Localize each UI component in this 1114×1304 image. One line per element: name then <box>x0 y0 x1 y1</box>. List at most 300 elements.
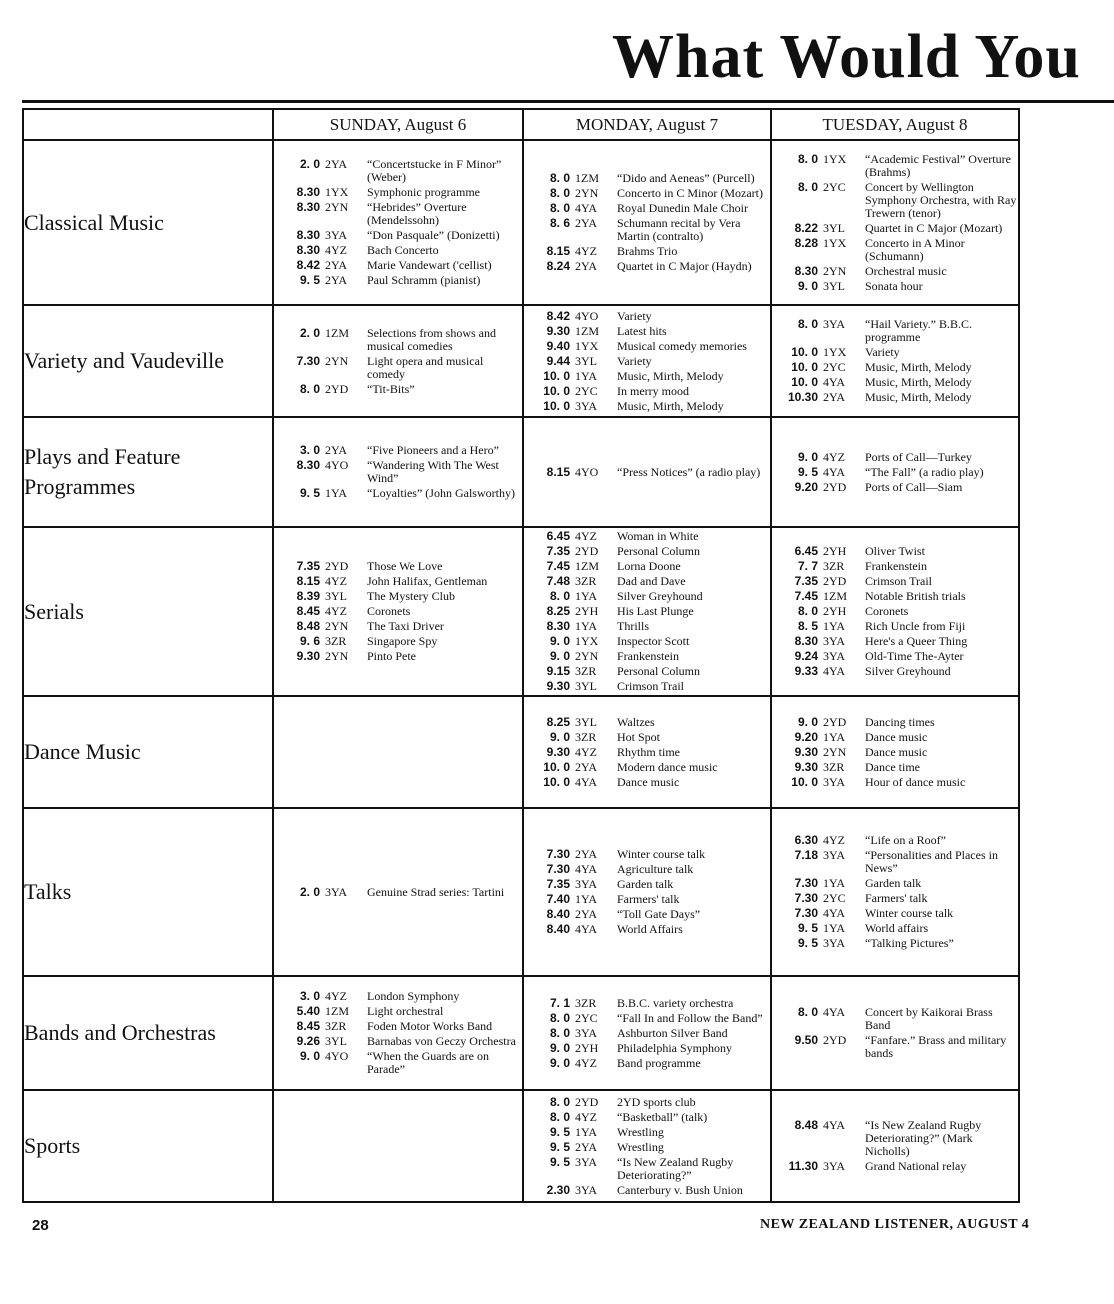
programme-time: 9.30 <box>794 744 818 759</box>
schedule-cell-monday <box>523 808 771 976</box>
programme-title: Music, Mirth, Melody <box>617 398 724 413</box>
programme-time: 3. 0 <box>299 989 320 1003</box>
programme-time: 9.50 <box>794 1033 818 1047</box>
station-call-sign: 3YL <box>823 278 845 293</box>
programme-time: 2. 0 <box>299 157 320 171</box>
programme-time: 9.15 <box>546 664 570 678</box>
programme-item <box>524 848 770 861</box>
programme-title: Here's a Queer Thing <box>865 634 968 648</box>
station-call-sign: 2YA <box>575 907 598 921</box>
programme-time: 8. 0 <box>797 179 818 194</box>
programme-time: 8. 0 <box>299 381 320 396</box>
programme-time: 9.30 <box>546 323 570 338</box>
programme-title: Personal Column <box>617 664 700 678</box>
programme-time: 9.20 <box>794 729 818 744</box>
programme-title: Grand National relay <box>865 1159 967 1173</box>
station-call-sign: 4YO <box>575 308 599 323</box>
programme-title: Frankenstein <box>865 559 927 573</box>
programme-time: 8. 0 <box>797 604 818 618</box>
programme-time: 10. 0 <box>543 368 570 383</box>
programme-item <box>524 400 770 413</box>
page-headline: What Would You <box>612 23 1081 91</box>
programme-item <box>524 355 770 368</box>
station-call-sign: 2YA <box>575 1139 598 1154</box>
header-rule <box>22 100 1114 103</box>
programme-item <box>772 280 1018 293</box>
station-call-sign: 3ZR <box>823 559 845 573</box>
station-call-sign: 2YC <box>823 179 846 194</box>
schedule-cell-monday <box>523 417 771 527</box>
station-call-sign: 1YA <box>575 1124 598 1139</box>
programme-time: 9.40 <box>546 338 570 353</box>
programme-time: 10.30 <box>787 390 818 404</box>
schedule-cell-tuesday <box>771 527 1019 696</box>
station-call-sign: 3YL <box>823 220 845 235</box>
programme-time: 2.30 <box>546 1182 570 1197</box>
station-call-sign: 2YD <box>823 1033 847 1047</box>
programme-time: 8.30 <box>546 619 570 633</box>
programme-title: “Personalities and Places in News” <box>865 848 998 875</box>
programme-time: 7. 1 <box>549 995 570 1010</box>
programme-item <box>772 376 1018 389</box>
programme-item <box>772 1160 1018 1173</box>
programme-item <box>524 620 770 633</box>
station-call-sign: 1ZM <box>575 171 599 185</box>
programme-title: Royal Dunedin Male Choir <box>617 201 748 215</box>
programme-item <box>274 444 522 457</box>
schedule-cell-tuesday <box>771 417 1019 527</box>
station-call-sign: 2YA <box>325 258 348 272</box>
schedule-cell-sunday <box>273 140 523 305</box>
station-call-sign: 3YA <box>823 634 846 648</box>
category-label: Plays and Feature Programmes <box>23 417 273 527</box>
programme-item <box>524 217 770 243</box>
programme-item <box>524 923 770 936</box>
programme-time: 8.45 <box>296 1019 320 1033</box>
station-call-sign: 3ZR <box>575 995 597 1010</box>
programme-item <box>524 1111 770 1124</box>
programme-item <box>524 776 770 789</box>
programme-time: 7.30 <box>794 876 818 890</box>
station-call-sign: 1YX <box>823 345 847 359</box>
station-call-sign: 2YN <box>325 200 349 214</box>
programme-item <box>274 650 522 663</box>
programme-title: Paul Schramm (pianist) <box>367 273 481 287</box>
programme-time: 8. 0 <box>549 201 570 215</box>
station-call-sign: 2YC <box>575 1010 598 1025</box>
station-call-sign: 2YD <box>575 544 599 558</box>
programme-title: Variety <box>617 353 652 368</box>
programme-title: Silver Greyhound <box>617 589 703 603</box>
programme-title: Sonata hour <box>865 278 923 293</box>
programme-time: 8.30 <box>794 634 818 648</box>
station-call-sign: 3YL <box>575 353 597 368</box>
programme-time: 7.30 <box>296 353 320 368</box>
programme-title: Inspector Scott <box>617 634 690 648</box>
programme-time: 7.30 <box>546 862 570 876</box>
programme-item <box>274 620 522 633</box>
station-call-sign: 2YN <box>575 649 599 663</box>
programme-item <box>274 1035 522 1048</box>
programme-title: Selections from shows and musical comedies <box>367 325 496 353</box>
station-call-sign: 2YN <box>575 186 599 200</box>
programme-title: Coronets <box>865 604 909 618</box>
station-call-sign: 1YX <box>325 185 349 199</box>
programme-item <box>524 997 770 1010</box>
programme-item <box>772 907 1018 920</box>
programme-title: Garden talk <box>865 876 922 890</box>
programme-title: “Press Notices” (a radio play) <box>617 464 761 479</box>
programme-time: 9.33 <box>794 664 818 678</box>
programme-time: 8.42 <box>296 258 320 272</box>
programme-title: Silver Greyhound <box>865 664 951 678</box>
programme-time: 8.48 <box>794 1118 818 1132</box>
category-label: Classical Music <box>23 140 273 305</box>
programme-title: Musical comedy memories <box>617 338 747 353</box>
category-row <box>23 417 1019 527</box>
programme-item <box>274 575 522 588</box>
programme-item <box>772 181 1018 220</box>
programme-title: Concert by Wellington Symphony Orchestra, with Ray Trewern (tenor) <box>865 179 1017 220</box>
programme-title: Dance music <box>865 729 928 744</box>
programme-time: 6.45 <box>546 529 570 543</box>
station-call-sign: 2YN <box>325 649 349 663</box>
day-header-row <box>23 109 1019 140</box>
station-call-sign: 3YL <box>325 1034 347 1048</box>
programme-time: 10. 0 <box>543 759 570 774</box>
station-call-sign: 2YD <box>823 479 847 494</box>
programme-time: 8. 6 <box>549 216 570 230</box>
programme-title: Agriculture talk <box>617 862 694 876</box>
programme-title: Frankenstein <box>617 649 679 663</box>
programme-time: 10. 0 <box>543 383 570 398</box>
category-label: Dance Music <box>23 696 273 808</box>
programme-time: 8.30 <box>296 243 320 257</box>
programme-time: 9. 0 <box>797 449 818 464</box>
programme-title: Thrills <box>617 619 649 633</box>
programme-time: 8.40 <box>546 907 570 921</box>
programme-time: 9.30 <box>546 679 570 693</box>
programme-title: Singapore Spy <box>367 634 438 648</box>
programme-title: “Is New Zealand Rugby Deteriorating?” <box>617 1154 734 1182</box>
station-call-sign: 1YA <box>575 589 598 603</box>
programme-item <box>524 1141 770 1154</box>
station-call-sign: 3ZR <box>325 1019 347 1033</box>
station-call-sign: 3YA <box>325 884 348 899</box>
station-call-sign: 3YA <box>823 1159 846 1173</box>
programme-time: 7.48 <box>546 574 570 588</box>
category-row <box>23 976 1019 1090</box>
programme-title: Light orchestral <box>367 1004 444 1018</box>
programme-item <box>524 560 770 573</box>
programme-item <box>274 635 522 648</box>
station-call-sign: 2YD <box>823 574 847 588</box>
programme-time: 8.25 <box>546 714 570 729</box>
station-call-sign: 2YN <box>325 353 349 368</box>
station-call-sign: 3YA <box>575 1154 598 1169</box>
programme-title: Pinto Pete <box>367 649 417 663</box>
programme-item <box>524 1027 770 1040</box>
programme-item <box>524 590 770 603</box>
programme-title: Variety <box>617 308 652 323</box>
programme-time: 2. 0 <box>299 325 320 340</box>
programme-time: 7.30 <box>794 906 818 920</box>
programme-item <box>274 244 522 257</box>
programme-item <box>274 158 522 184</box>
programme-time: 8.24 <box>546 259 570 273</box>
programme-title: The Mystery Club <box>367 589 455 603</box>
station-call-sign: 3YL <box>575 679 597 693</box>
schedule-cell-sunday <box>273 976 523 1090</box>
programme-item <box>772 153 1018 179</box>
programme-time: 9. 5 <box>549 1124 570 1139</box>
programme-time: 8. 5 <box>797 619 818 633</box>
programme-item <box>524 731 770 744</box>
programme-title: Ashburton Silver Band <box>617 1025 728 1040</box>
programme-item <box>524 761 770 774</box>
programme-item <box>524 325 770 338</box>
programme-time: 9. 5 <box>299 486 320 500</box>
station-call-sign: 2YD <box>325 381 349 396</box>
programme-time: 8.25 <box>546 604 570 618</box>
programme-time: 8.30 <box>794 263 818 278</box>
programme-item <box>772 451 1018 464</box>
station-call-sign: 4YZ <box>575 244 597 258</box>
station-call-sign: 1ZM <box>325 1004 349 1018</box>
programme-time: 8.45 <box>296 604 320 618</box>
schedule-cell-monday <box>523 696 771 808</box>
programme-item <box>274 1020 522 1033</box>
day-header-monday: MONDAY, August 7 <box>523 109 771 140</box>
programme-title: Lorna Doone <box>617 559 681 573</box>
programme-title: Hour of dance music <box>865 774 966 789</box>
programme-item <box>524 340 770 353</box>
programme-item <box>524 466 770 479</box>
programme-item <box>524 1126 770 1139</box>
station-call-sign: 3YA <box>823 936 846 950</box>
station-call-sign: 1ZM <box>575 323 599 338</box>
programme-item <box>772 1034 1018 1060</box>
programme-item <box>274 560 522 573</box>
programme-item <box>772 466 1018 479</box>
publication-line: NEW ZEALAND LISTENER, AUGUST 4 <box>760 1217 1030 1232</box>
programme-item <box>524 878 770 891</box>
programme-item <box>274 886 522 899</box>
station-call-sign: 1YX <box>575 634 599 648</box>
programme-time: 6.30 <box>794 833 818 847</box>
programme-title: Winter course talk <box>617 847 706 861</box>
programme-title: Music, Mirth, Melody <box>865 360 972 374</box>
programme-item <box>772 716 1018 729</box>
schedule-cell-sunday <box>273 808 523 976</box>
programme-item <box>524 370 770 383</box>
programme-title: Music, Mirth, Melody <box>865 375 972 389</box>
station-call-sign: 3YL <box>325 589 347 603</box>
programme-item <box>274 274 522 287</box>
programme-time: 8. 0 <box>549 1025 570 1040</box>
programme-item <box>772 391 1018 404</box>
programme-time: 8. 0 <box>549 171 570 185</box>
programme-time: 8. 0 <box>797 151 818 166</box>
programme-title: The Taxi Driver <box>367 619 444 633</box>
programme-item <box>274 990 522 1003</box>
station-call-sign: 3YA <box>325 228 348 242</box>
programme-title: Quartet in C Major (Haydn) <box>617 259 752 273</box>
programme-item <box>274 327 522 353</box>
programme-title: “Fall In and Follow the Band” <box>617 1010 763 1025</box>
station-call-sign: 3ZR <box>575 664 597 678</box>
category-label: Serials <box>23 527 273 696</box>
programme-item <box>524 716 770 729</box>
category-row <box>23 1090 1019 1202</box>
schedule-cell-sunday <box>273 1090 523 1202</box>
programme-item <box>772 361 1018 374</box>
programme-title: “Is New Zealand Rugby Deteriorating?” (Mark Nicholls) <box>865 1118 982 1158</box>
station-call-sign: 4YO <box>325 458 349 472</box>
programme-time: 8.15 <box>546 464 570 479</box>
programme-time: 8.40 <box>546 922 570 936</box>
programme-time: 9. 0 <box>549 634 570 648</box>
programme-time: 3. 0 <box>299 443 320 457</box>
programme-time: 8. 0 <box>549 1109 570 1124</box>
programme-item <box>524 665 770 678</box>
station-call-sign: 2YA <box>325 443 348 457</box>
programme-time: 7.35 <box>296 559 320 573</box>
programme-title: Genuine Strad series: Tartini <box>367 884 505 899</box>
programme-title: Woman in White <box>617 529 699 543</box>
programme-title: Garden talk <box>617 877 674 891</box>
programme-time: 8.39 <box>296 589 320 603</box>
station-call-sign: 4YO <box>575 464 599 479</box>
programme-item <box>772 560 1018 573</box>
programme-item <box>772 731 1018 744</box>
programme-time: 9.30 <box>546 744 570 759</box>
station-call-sign: 3YA <box>823 774 846 789</box>
station-call-sign: 3YA <box>823 848 846 862</box>
programme-time: 8.30 <box>296 228 320 242</box>
category-row <box>23 808 1019 976</box>
programme-item <box>524 575 770 588</box>
programme-title: “Tit-Bits” <box>367 381 415 396</box>
programme-item <box>772 265 1018 278</box>
programme-title: Notable British trials <box>865 589 966 603</box>
station-call-sign: 2YD <box>575 1094 599 1109</box>
programme-title: Band programme <box>617 1055 701 1070</box>
programme-title: Symphonic programme <box>367 185 480 199</box>
station-call-sign: 1YA <box>823 921 846 935</box>
station-call-sign: 2YA <box>575 847 598 861</box>
programme-title: “Life on a Roof” <box>865 833 946 847</box>
programme-time: 8.42 <box>546 308 570 323</box>
programme-title: Concerto in C Minor (Mozart) <box>617 186 763 200</box>
station-call-sign: 2YC <box>823 360 846 374</box>
programme-item <box>524 530 770 543</box>
programme-time: 7.40 <box>546 892 570 906</box>
programme-title: 2YD sports club <box>617 1094 696 1109</box>
programme-item <box>274 605 522 618</box>
station-call-sign: 2YH <box>823 544 847 558</box>
programme-title: “Talking Pictures” <box>865 936 954 950</box>
programme-item <box>772 346 1018 359</box>
category-label: Sports <box>23 1090 273 1202</box>
programme-title: Oliver Twist <box>865 544 925 558</box>
station-call-sign: 3YA <box>575 1182 598 1197</box>
programme-time: 7.35 <box>546 877 570 891</box>
programme-item <box>772 575 1018 588</box>
programme-item <box>772 222 1018 235</box>
programme-time: 8. 0 <box>549 1094 570 1109</box>
programme-title: Quartet in C Major (Mozart) <box>865 220 1003 235</box>
programme-item <box>274 355 522 381</box>
programme-item <box>772 1006 1018 1032</box>
programme-title: Schumann recital by Vera Martin (contralto) <box>617 216 741 243</box>
programme-item <box>772 481 1018 494</box>
programme-title: “Academic Festival” Overture (Brahms) <box>865 151 1011 179</box>
programme-time: 9. 5 <box>549 1139 570 1154</box>
station-call-sign: 4YZ <box>325 243 347 257</box>
station-call-sign: 2YC <box>823 891 846 905</box>
programme-time: 5.40 <box>296 1004 320 1018</box>
programme-time: 9. 5 <box>299 273 320 287</box>
station-call-sign: 1ZM <box>823 589 847 603</box>
station-call-sign: 4YZ <box>575 529 597 543</box>
programme-table <box>22 108 1020 1203</box>
programme-time: 10. 0 <box>791 774 818 789</box>
programme-time: 7.35 <box>794 574 818 588</box>
programme-title: His Last Plunge <box>617 604 694 618</box>
programme-time: 7.45 <box>794 589 818 603</box>
station-call-sign: 2YH <box>823 604 847 618</box>
station-call-sign: 2YN <box>325 619 349 633</box>
programme-item <box>772 746 1018 759</box>
station-call-sign: 2YC <box>575 383 598 398</box>
schedule-cell-tuesday <box>771 305 1019 417</box>
programme-item <box>274 1005 522 1018</box>
programme-item <box>524 1156 770 1182</box>
programme-time: 9.24 <box>794 649 818 663</box>
programme-title: London Symphony <box>367 989 460 1003</box>
programme-title: Farmers' talk <box>617 892 680 906</box>
programme-title: Foden Motor Works Band <box>367 1019 493 1033</box>
programme-item <box>524 260 770 273</box>
programme-title: “Concertstucke in F Minor” (Weber) <box>367 157 502 184</box>
programme-title: Music, Mirth, Melody <box>865 390 972 404</box>
station-call-sign: 1ZM <box>325 325 349 340</box>
programme-item <box>274 259 522 272</box>
programme-time: 9. 5 <box>549 1154 570 1169</box>
programme-time: 8. 0 <box>797 317 818 331</box>
programme-title: “Hebrides” Overture (Mendelssohn) <box>367 200 467 227</box>
schedule-cell-monday <box>523 1090 771 1202</box>
programme-title: Rich Uncle from Fiji <box>865 619 966 633</box>
programme-item <box>524 605 770 618</box>
programme-item <box>524 1012 770 1025</box>
programme-item <box>524 746 770 759</box>
programme-title: Music, Mirth, Melody <box>617 368 724 383</box>
programme-title: B.B.C. variety orchestra <box>617 995 734 1010</box>
programme-title: Modern dance music <box>617 759 718 774</box>
schedule-cell-tuesday <box>771 808 1019 976</box>
programme-time: 7.30 <box>794 891 818 905</box>
station-call-sign: 4YA <box>575 862 598 876</box>
programme-title: “Dido and Aeneas” (Purcell) <box>617 171 755 185</box>
programme-item <box>524 202 770 215</box>
programme-time: 7. 7 <box>797 559 818 573</box>
programme-title: “Don Pasquale” (Donizetti) <box>367 228 500 242</box>
programme-item <box>274 201 522 227</box>
programme-title: Dad and Dave <box>617 574 686 588</box>
programme-time: 9. 5 <box>797 921 818 935</box>
